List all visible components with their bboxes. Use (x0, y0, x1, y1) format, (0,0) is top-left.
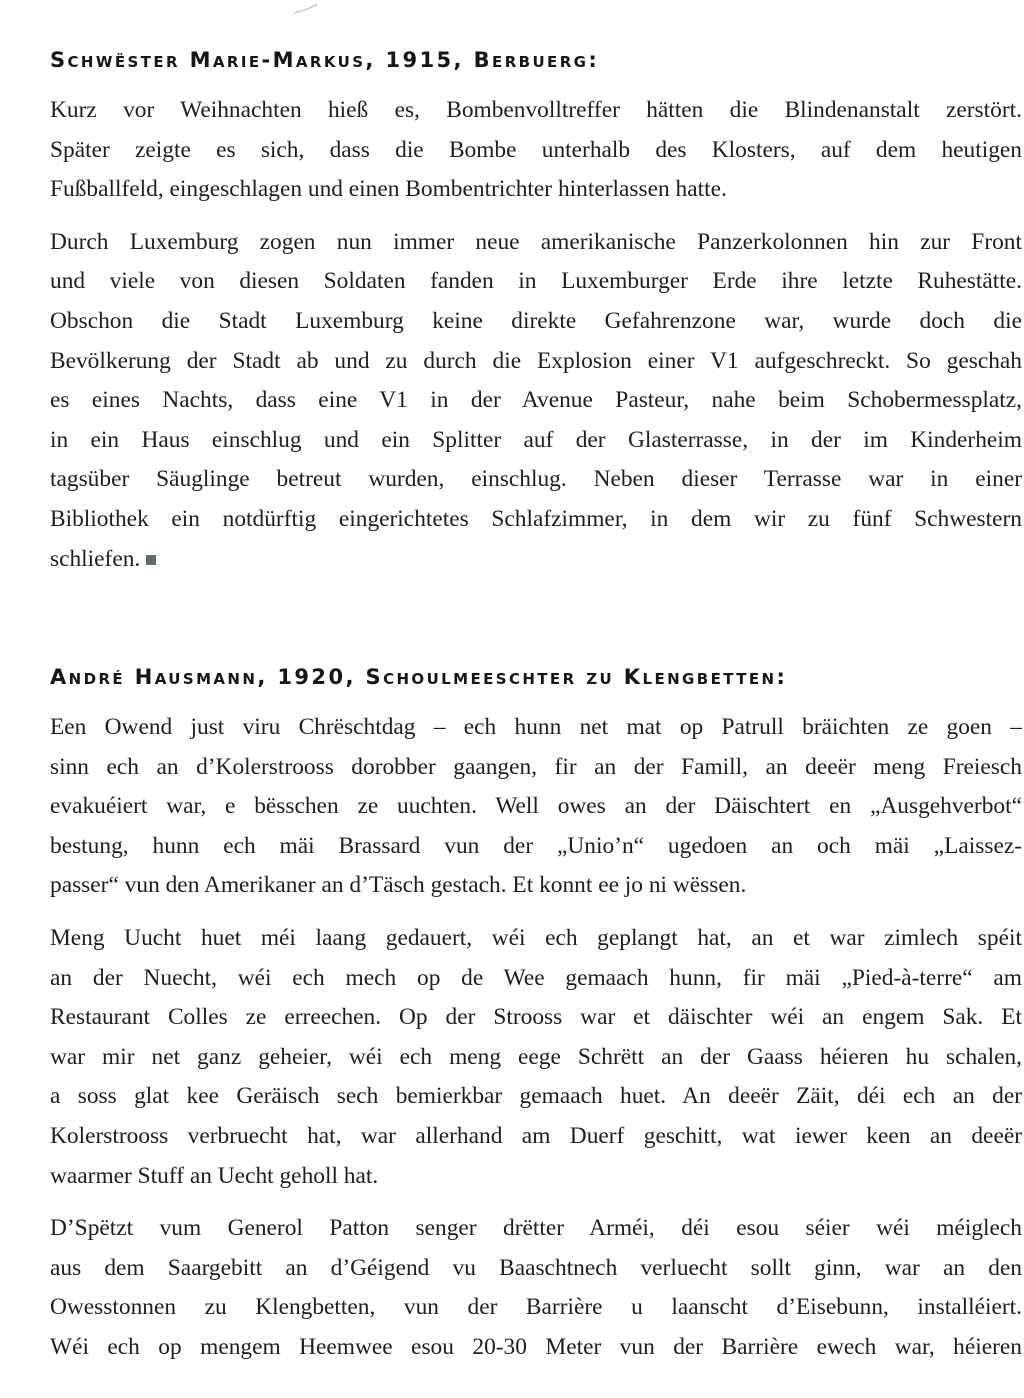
text-line: Fußballfeld, eingeschlagen und einen Bombentrichter hinterlassen hatte. (50, 176, 727, 203)
text-line: an der Nuecht, wéi ech mech op de Wee gemaach hunn, fir mäi „Pied-à-terre“ am (50, 964, 1022, 991)
text-line: es eines Nachts, dass eine V1 in der Avenue Pasteur, nahe beim Schobermessplatz, (50, 387, 1022, 414)
paragraph (50, 708, 1022, 906)
text-line: passer“ vun den Amerikaner an d’Täsch gestach. Et konnt ee jo ni wëssen. (50, 872, 747, 899)
text-line: und viele von diesen Soldaten fanden in Luxemburger Erde ihre letzte Ruhestätte. (50, 268, 1022, 295)
text-line: tagsüber Säuglinge betreut wurden, einschlug. Neben dieser Terrasse war in einer (50, 466, 1022, 493)
text-line: Wéi ech op mengem Heemwee esou 20-30 Meter vun der Barrière ewech war, héieren (50, 1333, 1022, 1360)
document-page (50, 0, 1022, 1398)
text-line: in ein Haus einschlug und ein Splitter auf der Glasterrasse, in der im Kinderheim (50, 426, 1022, 453)
testimony-marie-markus (50, 46, 1022, 592)
paragraph (50, 91, 1022, 210)
text-line: Meng Uucht huet méi laang gedauert, wéi ech geplangt hat, an et war zimlech spéit (50, 924, 1022, 951)
paragraph (50, 1209, 1022, 1367)
text-line: waarmer Stuff an Uecht geholl hat. (50, 1162, 379, 1189)
text-line: Kurz vor Weihnachten hieß es, Bombenvolltreffer hätten die Blindenanstalt zerstört. (50, 97, 1022, 123)
testimony-andre-hausmann (50, 663, 1022, 1381)
text-line: Een Owend just viru Chrëschtdag – ech hunn net mat op Patrull bräichten ze goen – (50, 714, 1022, 740)
text-line: aus dem Saargebitt an d’Géigend vu Baaschtnech verluecht sollt ginn, war an den (50, 1254, 1022, 1281)
text-line: a soss glat kee Geräisch sech bemierkbar gemaach huet. An deeër Zäit, déi ech an der (50, 1083, 1022, 1110)
text-line: Später zeigte es sich, dass die Bombe unterhalb des Klosters, auf dem heutigen (50, 136, 1022, 163)
text-line: Bibliothek ein notdürftig eingerichtetes Schlafzimmer, in dem wir zu fünf Schwestern (50, 505, 1022, 532)
paragraph (50, 919, 1022, 1196)
section-heading: André Hausmann, 1920, Schoulmeeschter zu Klengbetten: (50, 665, 788, 689)
print-speck (292, 2, 322, 16)
text-line: Durch Luxemburg zogen nun immer neue amerikanische Panzerkolonnen hin zur Front (50, 228, 1022, 255)
text-line: Owesstonnen zu Klengbetten, vun der Barrière u laanscht d’Eisebunn, installéiert. (50, 1294, 1022, 1321)
text-line: sinn ech an d’Kolerstrooss dorobber gaangen, fir an der Famill, an deeër meng Freiesch (50, 753, 1022, 780)
text-line: Obschon die Stadt Luxemburg keine direkte Gefahrenzone war, wurde doch die (50, 307, 1022, 334)
text-line-final (50, 540, 1022, 580)
text-line: D’Spëtzt vum Generol Patton senger drëtter Arméi, déi esou séier wéi méiglech (50, 1215, 1022, 1242)
text-line: Kolerstrooss verbruecht hat, war allerhand am Duerf geschitt, wat iewer keen an deeër (50, 1122, 1022, 1149)
text-line: Bevölkerung der Stadt ab und zu durch die Explosion einer V1 aufgeschreckt. So geschah (50, 347, 1022, 374)
text-line-text: schliefen. (50, 545, 141, 572)
text-line: Restaurant Colles ze erreechen. Op der Strooss war et däischter wéi an engem Sak. Et (50, 1004, 1022, 1031)
paragraph (50, 223, 1022, 579)
end-of-article-icon (146, 555, 156, 565)
text-line: evakuéiert war, e bësschen ze uuchten. Well owes an der Däischtert en „Ausgehverbot“ (50, 793, 1022, 820)
section-heading: Schwëster Marie-Markus, 1915, Berbuerg: (50, 48, 600, 72)
text-line: war mir net ganz geheier, wéi ech meng eege Schrëtt an der Gaass héieren hu schalen, (50, 1043, 1022, 1070)
text-line: bestung, hunn ech mäi Brassard vun der „Unio’n“ ugedoen an och mäi „Laissez- (50, 832, 1022, 859)
